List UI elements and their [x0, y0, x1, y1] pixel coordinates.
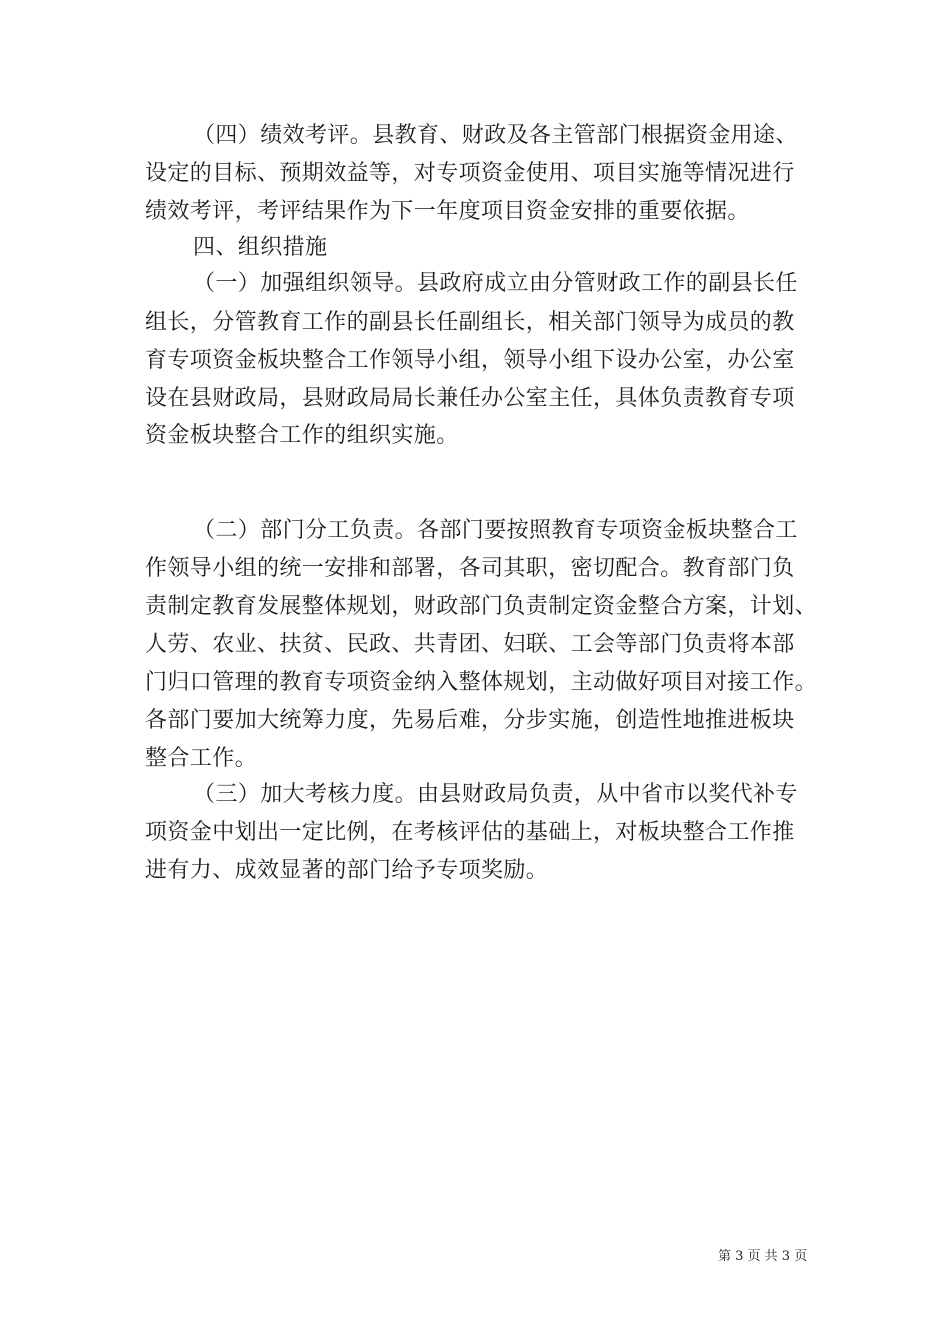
paragraph-leadership-line-2: 组长，分管教育工作的副县长任副组长，相关部门领导为成员的教	[145, 310, 795, 335]
paragraph-division-line-5: 门归口管理的教育专项资金纳入整体规划，主动做好项目对接工作。	[145, 670, 818, 695]
paragraph-division-line-6: 各部门要加大统筹力度，先易后难，分步实施，创造性地推进板块	[145, 708, 795, 733]
paragraph-performance-line-2: 设定的目标、预期效益等，对专项资金使用、项目实施等情况进行	[145, 161, 795, 186]
paragraph-leadership-line-3: 育专项资金板块整合工作领导小组，领导小组下设办公室，办公室	[145, 348, 795, 373]
paragraph-division-line-1: （二）部门分工负责。各部门要按照教育专项资金板块整合工	[193, 518, 798, 543]
page-number-footer: 第 3 页 共 3 页	[718, 1249, 808, 1264]
paragraph-division-line-4: 人劳、农业、扶贫、民政、共青团、妇联、工会等部门负责将本部	[145, 632, 795, 657]
paragraph-performance-line-1: （四）绩效考评。县教育、财政及各主管部门根据资金用途、	[193, 123, 798, 148]
paragraph-performance-line-3: 绩效考评，考评结果作为下一年度项目资金安排的重要依据。	[145, 199, 750, 224]
paragraph-assessment-line-3: 进有力、成效显著的部门给予专项奖励。	[145, 858, 549, 883]
paragraph-assessment-line-2: 项资金中划出一定比例，在考核评估的基础上，对板块整合工作推	[145, 820, 795, 845]
paragraph-leadership-line-4: 设在县财政局，县财政局局长兼任办公室主任，具体负责教育专项	[145, 386, 795, 411]
paragraph-leadership-line-5: 资金板块整合工作的组织实施。	[145, 423, 459, 448]
paragraph-division-line-7: 整合工作。	[145, 746, 258, 771]
paragraph-division-line-2: 作领导小组的统一安排和部署，各司其职，密切配合。教育部门负	[145, 556, 795, 581]
section-heading: 四、组织措施	[193, 235, 328, 260]
paragraph-division-line-3: 责制定教育发展整体规划，财政部门负责制定资金整合方案，计划、	[145, 594, 818, 619]
paragraph-leadership-line-1: （一）加强组织领导。县政府成立由分管财政工作的副县长任	[193, 271, 798, 296]
paragraph-assessment-line-1: （三）加大考核力度。由县财政局负责，从中省市以奖代补专	[193, 782, 798, 807]
